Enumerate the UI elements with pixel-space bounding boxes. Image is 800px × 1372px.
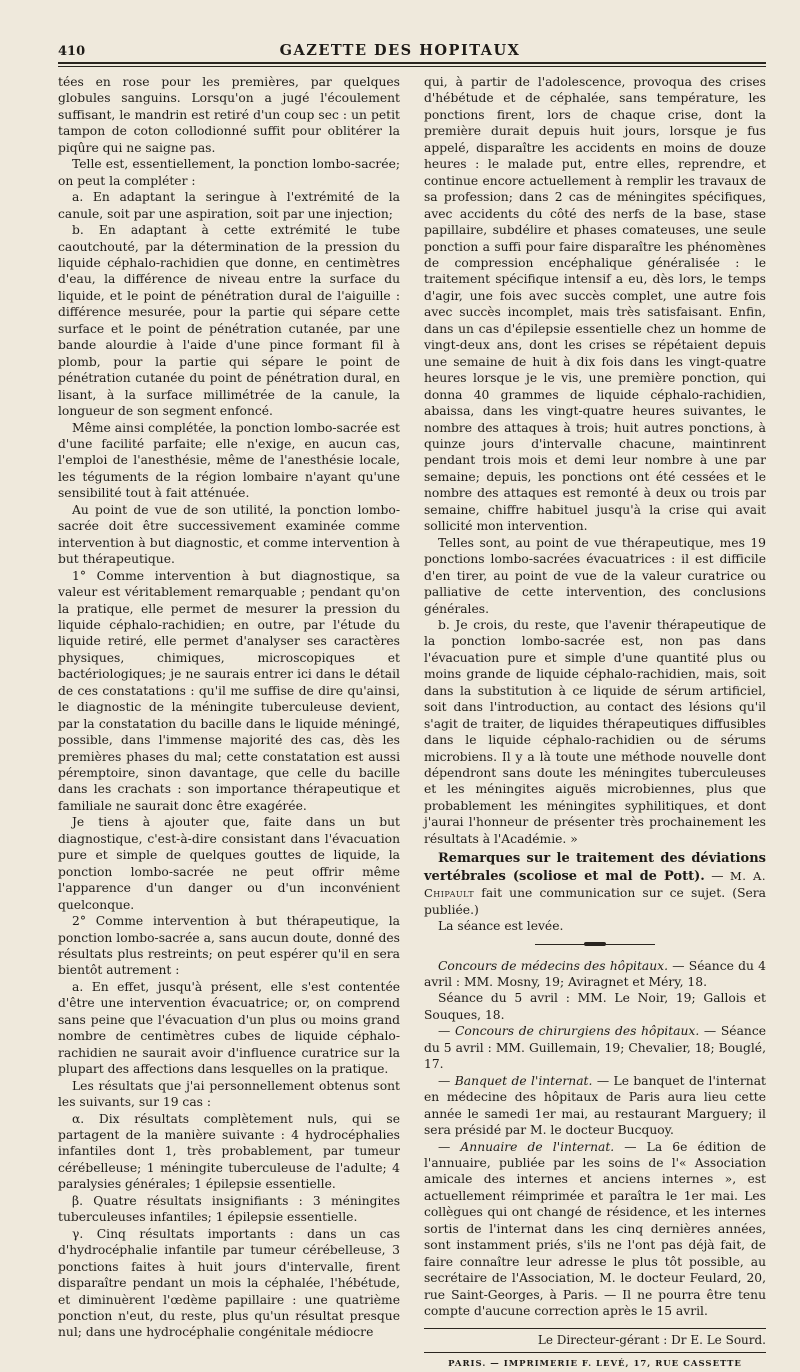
header-rule-thin xyxy=(58,66,766,67)
paragraph: Même ainsi complétée, la ponction lombo-sacrée est d'une facilité parfaite; elle n'exige, en aucun cas, l'emploi de l'anesthésie, même de l'anesthésie locale, les téguments de la région lombaire n'ayant qu'une sensibilité tout à fait atténuée. xyxy=(58,420,400,501)
notice-text: — Séance du 5 avril : MM. Guillemain, 19; Chevalier, 18; Bouglé, 17. xyxy=(424,1024,766,1072)
section-paragraph xyxy=(424,850,766,918)
paragraph: Les résultats que j'ai personnellement obtenus sont les suivants, sur 19 cas : xyxy=(58,1078,400,1110)
left-column xyxy=(58,74,400,1341)
paragraph: β. Quatre résultats insignifiants : 3 méningites tuberculeuses infantiles; 1 épilepsie essentielle. xyxy=(58,1193,400,1225)
notice-text: — Séance du 4 avril : MM. Mosny, 19; Aviragnet et Méry, 18. xyxy=(424,958,766,990)
notice-text: Séance du 5 avril : MM. Le Noir, 19; Gallois et Souques, 18. xyxy=(424,991,766,1022)
paragraph: a. En adaptant la seringue à l'extrémité de la canule, soit par une aspiration, soit par une injection; xyxy=(58,190,400,221)
notice xyxy=(424,1139,766,1320)
paragraph: 1° Comme intervention à but diagnostique, sa valeur est véritablement remarquable ; pendant qu'on la pratique, elle permet de mesurer la pression du liquide céphalo-rachidien; en outre, par l'étude du liquide retiré, elle permet d'analyser ses caractères physiques, chimiques, microscopiques et bactériologiques; je ne saurais entrer ici dans le détail de ces constatations : qu'il me suffise de dire qu'ainsi, le diagnostic de la méningite tuberculeuse devient, par la constatation du bacille dans le liquide méningé, possible, dans l'immense majorité des cas, dès les premières phases du mal; cette constatation est aussi péremptoire, sinon davantage, que celle du bacille dans les crachats : son importance thérapeutique et familiale ne saurait donc être exagérée. xyxy=(58,568,400,813)
running-head: GAZETTE DES HOPITAUX xyxy=(279,42,521,59)
section-author: M. A. Chipault xyxy=(424,868,766,901)
seance-close: La séance est levée. xyxy=(438,919,564,934)
section-title: Remarques sur le traitement des déviations vertébrales (scoliose et mal de Pott). xyxy=(424,851,766,884)
paragraph: tées en rose pour les premières, par quelques globules sanguins. Lorsqu'on a jugé l'écoulement suffisant, le mandrin est retiré d'un coup sec : un petit tampon de coton collodionné suffit pour oblitérer la piqûre qui ne saigne pas. xyxy=(58,75,400,155)
section-dash: — xyxy=(704,868,730,883)
section-divider xyxy=(535,944,655,949)
paragraph: 2° Comme intervention à but thérapeutique, la ponction lombo-sacrée a, sans aucun doute, donné des résultats plus restreints; on peut espérer qu'il en sera bientôt autrement : xyxy=(58,914,400,978)
printer-imprint: PARIS. — IMPRIMERIE F. LEVÉ, 17, RUE CASSETTE xyxy=(424,1352,766,1372)
notice-text: — La 6e édition de l'annuaire, publiée par les soins de l'« Association amicale des internes et anciens internes », est actuellement réimprimée et paraîtra le 1er mai. Les collègues qui ont changé de résidence, et les internes sortis de l'internat dans les cinq dernières années, sont instamment priés, s'ils ne l'ont pas déjà fait, de faire connaître leur adresse le plus tôt possible, au secrétaire de l'Association, M. le docteur Feulard, 20, rue Saint-Georges, à Paris. — Il ne pourra être tenu compte d'aucune correction après le 15 avril. xyxy=(424,1139,766,1319)
paragraph: b. En adaptant à cette extrémité le tube caoutchouté, par la détermination de la pression du liquide céphalo-rachidien que donne, en centimètres d'eau, la différence de niveau entre la surface du liquide, et le point de pénétration dural de l'aiguille : différence mesurée, pour la partie qui sépare cette surface et le point de pénétration cutanée, par une bande alourdie à l'aide d'une pince formant fil à plomb, pour la partie qui sépare le point de pénétration cutanée du point de pénétration dural, en lisant, à la surface millimétrée de la canule, la longueur de son segment enfoncé. xyxy=(58,223,400,419)
paragraph: α. Dix résultats complètement nuls, qui se partagent de la manière suivante : 4 hydrocéphalies infantiles dont 1, très probablement, par tumeur cérébelleuse; 1 méningite tuberculeuse de l'adulte; 4 paralysies générales; 1 épilepsie essentielle. xyxy=(58,1111,400,1192)
paragraph: Au point de vue de son utilité, la ponction lombo-sacrée doit être successivement examinée comme intervention à but diagnostic, et comme intervention à but thérapeutique. xyxy=(58,502,400,567)
header-rule xyxy=(58,62,766,64)
right-column xyxy=(424,74,766,1372)
paragraph: γ. Cinq résultats importants : dans un cas d'hydrocéphalie infantile par tumeur cérébelleuse, 3 ponctions faites à huit jours d'intervalle, firent disparaître pendant un mois la céphalée, l'hébétude, et diminuèrent l'œdème papillaire : une quatrième ponction n'eut, du reste, plus qu'un résultat presque nul; dans une hydrocéphalie congénitale médiocre xyxy=(58,1226,400,1340)
paragraph: Telle est, essentiellement, la ponction lombo-sacrée; on peut la compléter : xyxy=(58,157,400,188)
notice-title: Concours de médecins des hôpitaux. xyxy=(438,958,668,973)
paragraph: Telles sont, au point de vue thérapeutique, mes 19 ponctions lombo-sacrées évacuatrices : il est difficile d'en tirer, au point de vue de la valeur curatrice ou palliative de cette intervention, des conclusions générales. xyxy=(424,535,766,616)
notice-title: — Annuaire de l'internat. xyxy=(438,1139,615,1154)
notice-text: — Le banquet de l'internat en médecine des hôpitaux de Paris aura lieu cette année le samedi 1er mai, au restaurant Marguery; il sera présidé par M. le docteur Bucquoy. xyxy=(424,1073,766,1138)
page-number: 410 xyxy=(58,44,86,59)
notice xyxy=(424,1073,766,1139)
notice xyxy=(424,958,766,991)
paragraph: Je tiens à ajouter que, faite dans un but diagnostique, c'est-à-dire consistant dans l'évacuation pure et simple de quelques gouttes de liquide, la ponction lombo-sacrée ne peut offrir même l'apparence d'un danger ou d'un inconvénient quelconque. xyxy=(58,815,400,912)
paragraph: qui, à partir de l'adolescence, provoqua des crises d'hébétude et de céphalée, sans température, les ponctions firent, lors de chaque crise, dont la première durait depuis huit jours, lorsque je fus appelé, disparaître les accidents en moins de douze heures : le malade put, entre elles, reprendre, et continue encore actuellement à remplir les travaux de sa profession; dans 2 cas de méningites spécifiques, avec accidents du côté des nerfs de la base, stase papillaire, subdélire et phases comateuses, une seule ponction a suffi pour faire disparaître les phénomènes de compression encéphalique généralisée : le traitement spécifique intensif a eu, dès lors, le temps d'agir, une fois avec succès complet, une autre fois avec succès incomplet, mais très satisfaisant. Enfin, dans un cas d'épilepsie essentielle chez un homme de vingt-deux ans, dont les crises se répétaient depuis une semaine de huit à dix fois dans les vingt-quatre heures lorsque je le vis, une première ponction, qui donna 40 grammes de liquide céphalo-rachidien, abaissa, dans les vingt-quatre heures suivantes, le nombre des attaques à trois; huit autres ponctions, à quinze jours d'intervalle chacune, maintinrent pendant trois mois et demi leur nombre à une par semaine; depuis, les ponctions ont été cessées et le nombre des attaques est remonté à deux ou trois par semaine, chiffre habituel jusqu'à la crise qui avait sollicité mon intervention. xyxy=(424,75,766,534)
notice-title: — Banquet de l'internat. xyxy=(438,1073,593,1088)
notice xyxy=(424,1023,766,1072)
paragraph: a. En effet, jusqu'à présent, elle s'est contentée d'être une intervention évacuatrice; or, on comprend sans peine que l'évacuation d'un plus ou moins grand nombre de centimètres cubes de liquide céphalo-rachidien ne saurait avoir d'influence curatrice sur la plupart des affections dans lesquelles on la pratique. xyxy=(58,979,400,1077)
notice xyxy=(424,990,766,1023)
director-signature: Le Directeur-gérant : Dr E. Le Sourd. xyxy=(424,1328,766,1348)
section-rest: fait une communication sur ce sujet. (Sera publiée.) xyxy=(424,886,766,917)
notice-title: — Concours de chirurgiens des hôpitaux. xyxy=(438,1024,700,1039)
paragraph: b. Je crois, du reste, que l'avenir thérapeutique de la ponction lombo-sacrée est, non pas dans l'évacuation pure et simple d'une quantité plus ou moins grande de liquide céphalo-rachidien, mais, soit dans la substitution à ce liquide de sérum artificiel, soit dans l'introduction, au contact des lésions qu'il s'agit de traiter, de liquides thérapeutiques diffusibles dans le liquide céphalo-rachidien ou de sérums microbiens. Il y a là toute une méthode nouvelle dont dépendront sans doute les méningites tuberculeuses et les méningites aiguës microbiennes, plus que probablement les méningites syphilitiques, et dont j'aurai l'honneur de présenter très prochainement les résultats à l'Académie. » xyxy=(424,617,766,846)
